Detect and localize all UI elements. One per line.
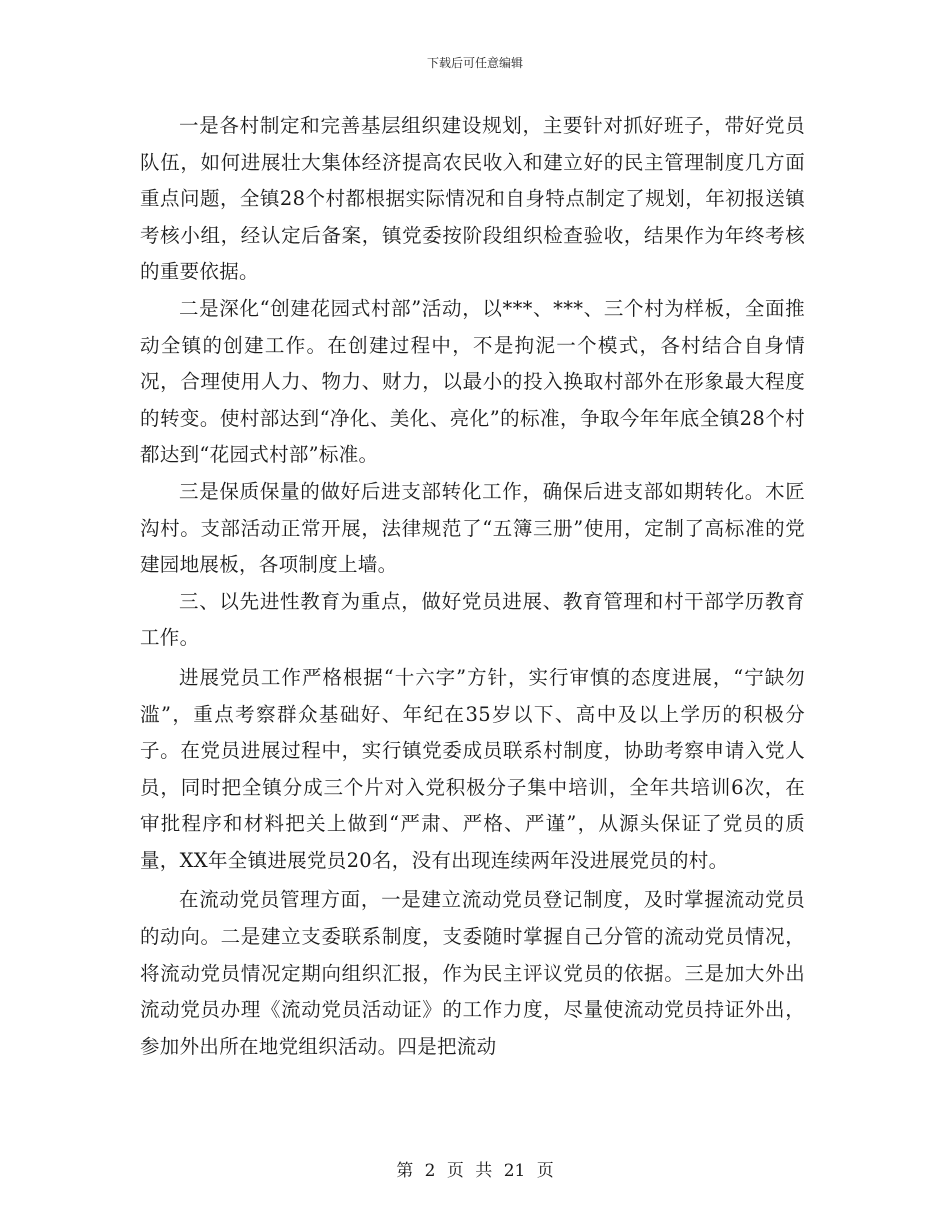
paragraph-3: 三是保质保量的做好后进支部转化工作，确保后进支部如期转化。木匠沟村。支部活动正常开展，法律规范了“五簿三册”使用，定制了高标准的党建园地展板，各项制度上墙。	[140, 479, 805, 577]
paragraph-5: 在流动党员管理方面，一是建立流动党员登记制度，及时掌握流动党员的动向。二是建立支委联系制度，支委随时掌握自己分管的流动党员情况，将流动党员情况定期向组织汇报，作为民主评议党员的依据。三是加大外出流动党员办理《流动党员活动证》的工作力度，尽量使流动党员持证外出，参加外出所在地党组织活动。四是把流动	[140, 888, 805, 1058]
document-body	[140, 108, 805, 1065]
page-header-note: 下载后可任意编辑	[426, 56, 523, 70]
page-number: 第 2 页 共 21 页	[396, 1161, 554, 1181]
paragraph-1: 一是各村制定和完善基层组织建设规划，主要针对抓好班子，带好党员队伍，如何进展壮大集体经济提高农民收入和建立好的民主管理制度几方面重点问题，全镇28个村都根据实际情况和自身特点制定了规划，年初报送镇考核小组，经认定后备案，镇党委按阶段组织检查验收，结果作为年终考核的重要依据。	[140, 114, 805, 284]
paragraph-2: 二是深化“创建花园式村部”活动，以***、***、三个村为样板，全面推动全镇的创建工作。在创建过程中，不是拘泥一个模式，各村结合自身情况，合理使用人力、物力、财力，以最小的投入换取村部外在形象最大程度的转变。使村部达到“净化、美化、亮化”的标准，争取今年年底全镇28个村都达到“花园式村部”标准。	[140, 296, 805, 467]
section-heading: 三、以先进性教育为重点，做好党员进展、教育管理和村干部学历教育工作。	[140, 589, 805, 650]
paragraph-4: 进展党员工作严格根据“十六字”方针，实行审慎的态度进展，“宁缺勿滥”，重点考察群众基础好、年纪在35岁以下、高中及以上学历的积极分子。在党员进展过程中，实行镇党委成员联系村制度，协助考察申请入党人员，同时把全镇分成三个片对入党积极分子集中培训，全年共培训6次，在审批程序和材料把关上做到“严肃、严格、严谨”，从源头保证了党员的质量，XX年全镇进展党员20名，没有出现连续两年没进展党员的村。	[140, 665, 805, 872]
